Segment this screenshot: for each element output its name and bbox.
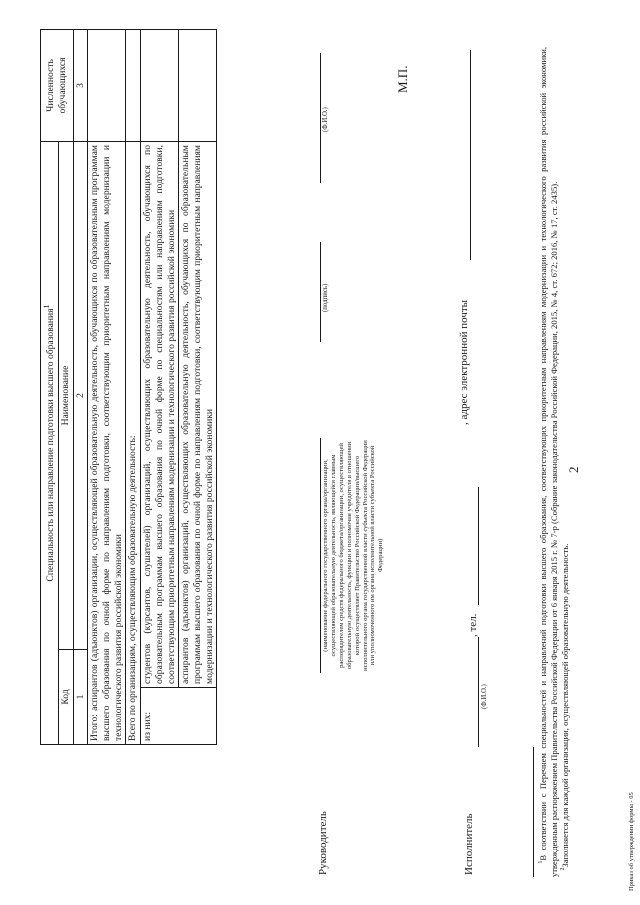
fio-line <box>320 53 321 183</box>
executor-fio-label: (Ф.И.О.) <box>481 684 488 709</box>
footnote-1: $^1$В соответствии с Перечнем специальностей и направлений подготовки высшего образования, соответствующих приоритетным направлениям модернизации и технологического развития российской экономики, утвержденным распоряжением Правительства Российской Федерации от 6 января 2015 г. № 7-р (Собрание законодательства Российской Федерации, 2015, № 4, ст. 672; 2016, № 17, ст. 2435). <box>538 47 560 877</box>
stamp-mark: М.П. <box>395 65 410 93</box>
cell-count <box>141 30 179 142</box>
head-org-note: (наименование федерального государственного органа/организации, осуществляющей образовательную деятельность, являющейся главным распорядителем средств федерального бюджета/организации, осуществляющей образовательную деятельность, функции и полномочия учредителя в отношении которой осуществляет Правительство Российской Федерации/высшего исполнительного органа государственной власти субъекта Российской Федерации или уполномоченного им органа исполнительной власти субъекта Российской Федерации) <box>322 440 385 671</box>
signature-line <box>320 242 321 342</box>
fio-label: (Ф.И.О.) <box>322 107 329 132</box>
table-row <box>126 30 141 745</box>
email-label: , адрес электронной почты <box>458 299 470 425</box>
row-of-them: из них: <box>141 688 217 745</box>
email-line <box>470 50 471 260</box>
header-specialty: Специальность или направление подготовки высшего образования$^1$ <box>41 142 59 745</box>
footer-note: Приказ об утверждении формы - 05 <box>628 792 635 891</box>
header-code: Код <box>58 650 73 745</box>
table-row <box>179 30 217 745</box>
row-aspirants: аспирантов (адъюнктов) организаций, осуществляющих образовательную деятельность, обучающихся по образовательным программам высшего образования по очной форме по направлениям подготовки, соответствующим приоритетным направлениям модернизации и технологического развития российской экономики <box>179 142 217 688</box>
row-all-orgs: Всего по организациям, осуществляющим образовательную деятельность: <box>126 142 141 745</box>
executor-label: Исполнитель <box>463 813 475 875</box>
table-row <box>141 30 179 745</box>
head-label: Руководитель <box>317 811 329 875</box>
column-number-row: 1 2 3 <box>73 30 88 745</box>
page-number: 2 <box>566 466 581 473</box>
head-org-line <box>320 438 321 673</box>
signature-label: (подпись) <box>322 283 329 312</box>
footnote-2: $^2$Заполняется для каждой организации, осуществляющей образовательную деятельность. <box>560 543 571 871</box>
footnote-separator <box>533 747 534 877</box>
footnotes <box>538 47 572 877</box>
phone-line <box>478 487 479 605</box>
row-total: Итого: аспирантов (адъюнктов) организации, осуществляющей образовательную деятельность, обучающихся по образовательным программам высшего образования по очной форме по направлениям подготовки, соответствующим приоритетным направлениям модернизации и технологического развития российской экономики <box>88 142 126 745</box>
phone-label: , тел. <box>467 613 479 637</box>
data-table <box>40 29 217 745</box>
header-name: Наименование <box>58 142 73 650</box>
executor-fio-line <box>478 637 479 747</box>
row-students: студентов (курсантов, слушателей) организаций, осуществляющих образовательную деятельность, обучающихся по образовательным программам высшего образования по очной форме по специальностям или направлениям подготовки, соответствующим приоритетным направлениям модернизации и технологического развития российской экономики <box>141 142 179 688</box>
header-count: Численность обучающихся <box>41 30 74 142</box>
cell-count <box>88 30 126 142</box>
table-row <box>88 30 126 745</box>
cell-count <box>179 30 217 142</box>
table-header-row <box>41 30 59 745</box>
cell-count <box>126 30 141 142</box>
